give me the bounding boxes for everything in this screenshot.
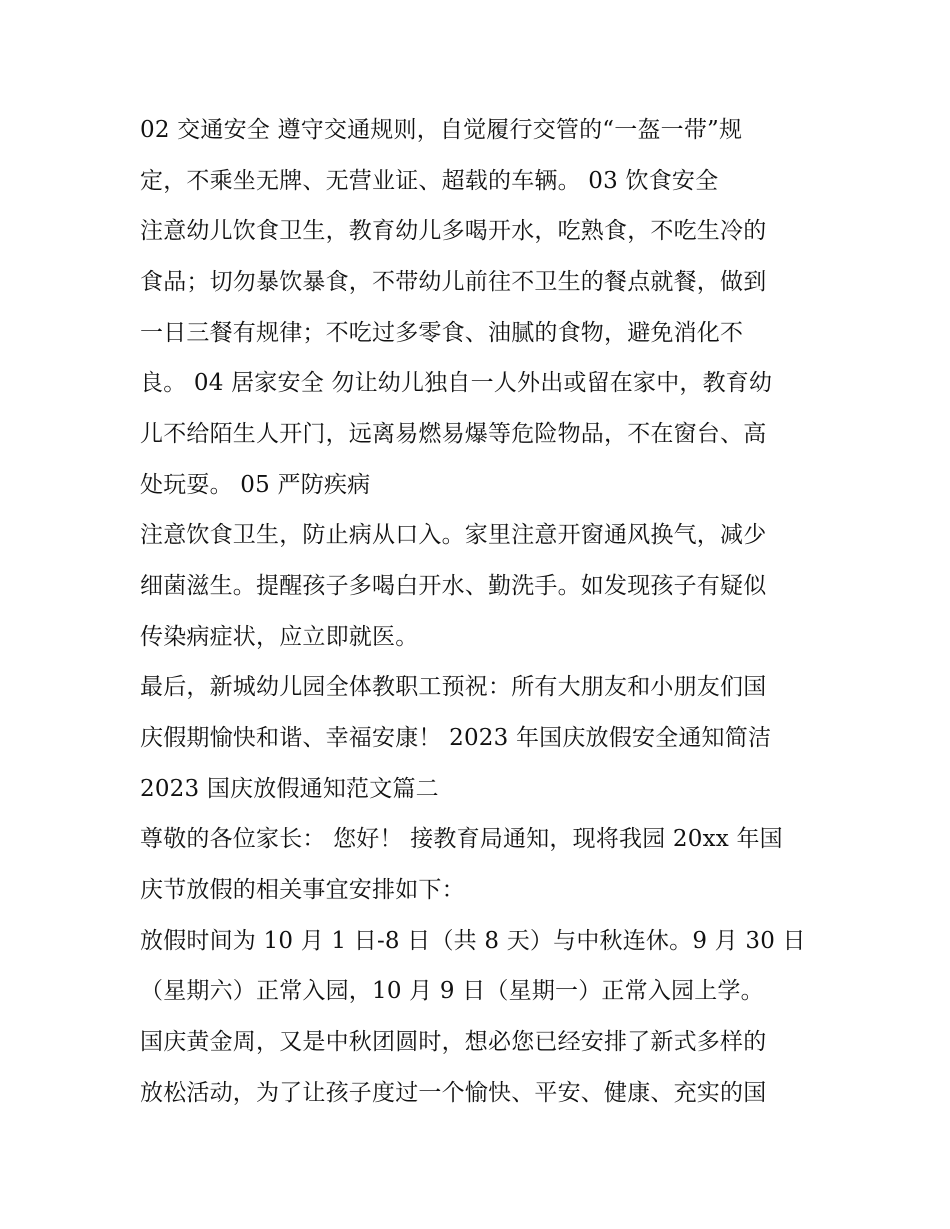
text-line: 儿不给陌生人开门，远离易燃易爆等危险物品，不在窗台、高 <box>140 421 767 447</box>
text-line: 良。 04 居家安全 勿让幼儿独自一人外出或留在家中，教育幼 <box>140 370 773 396</box>
text-line: 定，不乘坐无牌、无营业证、超载的车辆。 03 饮食安全 <box>140 168 719 194</box>
text-line: 庆节放假的相关事宜安排如下： <box>140 877 465 903</box>
text-line: 注意幼儿饮食卫生，教育幼儿多喝开水，吃熟食，不吃生冷的 <box>140 218 767 244</box>
text-line: 02 交通安全 遵守交通规则，自觉履行交管的“一盔一带”规 <box>140 117 743 143</box>
text-line: 庆假期愉快和谐、幸福安康！ 2023 年国庆放假安全通知简洁 <box>140 725 772 751</box>
text-line: （星期六）正常入园，10 月 9 日（星期一）正常入园上学。 <box>140 978 764 1004</box>
text-line: 注意饮食卫生，防止病从口入。家里注意开窗通风换气，减少 <box>140 522 767 548</box>
text-line: 放松活动，为了让孩子度过一个愉快、平安、健康、充实的国 <box>140 1080 767 1106</box>
text-line: 尊敬的各位家长： 您好！ 接教育局通知，现将我园 20xx 年国 <box>140 826 783 852</box>
text-line: 处玩耍。 05 严防疾病 <box>140 472 371 498</box>
text-line: 传染病症状，应立即就医。 <box>140 624 419 650</box>
text-line: 最后，新城幼儿园全体教职工预祝：所有大朋友和小朋友们国 <box>140 674 767 700</box>
text-line: 放假时间为 10 月 1 日-8 日（共 8 天）与中秋连休。9 月 30 日 <box>140 928 806 954</box>
text-line: 一日三餐有规律；不吃过多零食、油腻的食物，避免消化不 <box>140 320 744 346</box>
text-line: 2023 国庆放假通知范文篇二 <box>140 776 439 802</box>
text-line: 国庆黄金周，又是中秋团圆时，想必您已经安排了新式多样的 <box>140 1029 767 1055</box>
text-line: 细菌滋生。提醒孩子多喝白开水、勤洗手。如发现孩子有疑似 <box>140 573 767 599</box>
text-line: 食品；切勿暴饮暴食，不带幼儿前往不卫生的餐点就餐，做到 <box>140 269 767 295</box>
